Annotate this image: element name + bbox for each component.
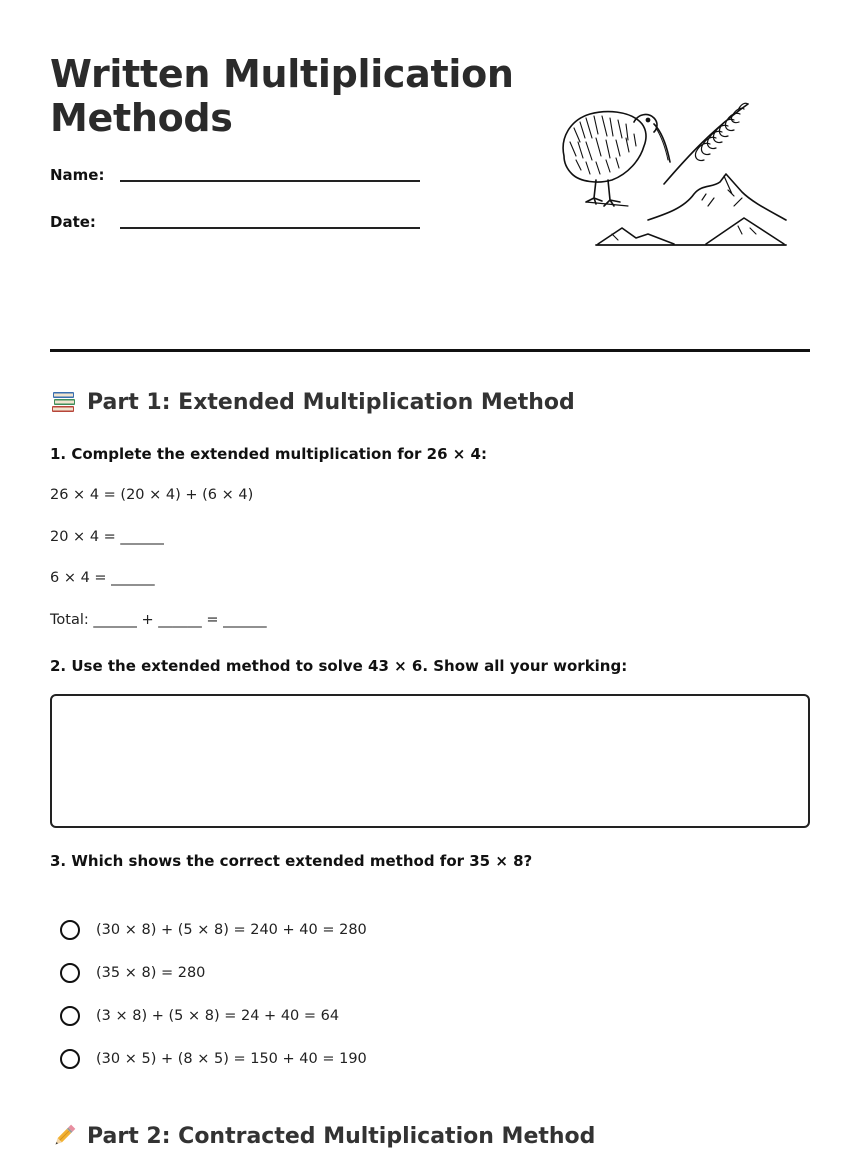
option-label: (3 × 8) + (5 × 8) = 24 + 40 = 64 <box>96 1008 340 1024</box>
question-3-option-3[interactable] <box>60 1003 339 1029</box>
part1-heading <box>50 388 575 416</box>
name-field-row <box>50 166 430 196</box>
kiwi-bird-illustration-icon <box>556 98 792 250</box>
date-field-row <box>50 213 430 243</box>
worksheet-title <box>50 52 514 140</box>
radio-button[interactable] <box>60 920 80 940</box>
books-icon <box>50 388 78 416</box>
radio-button[interactable] <box>60 1006 80 1026</box>
question-2-prompt: 2. Use the extended method to solve 43 × 6. Show all your working: <box>50 657 628 675</box>
question-1-line-2: 20 × 4 = ______ <box>50 529 164 545</box>
question-3-option-1[interactable] <box>60 917 367 943</box>
option-label: (30 × 5) + (8 × 5) = 150 + 40 = 190 <box>96 1051 367 1067</box>
radio-button[interactable] <box>60 963 80 983</box>
question-1-line-3: 6 × 4 = ______ <box>50 570 155 586</box>
name-field[interactable] <box>120 180 420 182</box>
question-1-prompt: 1. Complete the extended multiplication for 26 × 4: <box>50 445 487 463</box>
header-divider <box>50 349 810 352</box>
part2-heading <box>50 1122 595 1150</box>
radio-button[interactable] <box>60 1049 80 1069</box>
option-label: (35 × 8) = 280 <box>96 965 206 981</box>
question-3-option-2[interactable] <box>60 960 205 986</box>
question-3-option-4[interactable] <box>60 1046 367 1072</box>
question-2-answer-box[interactable] <box>50 694 810 828</box>
question-3-prompt: 3. Which shows the correct extended method for 35 × 8? <box>50 852 533 870</box>
name-label: Name: <box>50 166 105 184</box>
question-1-line-1: 26 × 4 = (20 × 4) + (6 × 4) <box>50 487 254 503</box>
part2-heading-text: Part 2: Contracted Multiplication Method <box>87 1123 596 1149</box>
date-label: Date: <box>50 213 96 231</box>
title-line-2: Methods <box>50 96 233 140</box>
part1-heading-text: Part 1: Extended Multiplication Method <box>87 389 575 415</box>
date-field[interactable] <box>120 227 420 229</box>
title-line-1: Written Multiplication <box>50 52 514 96</box>
option-label: (30 × 8) + (5 × 8) = 240 + 40 = 280 <box>96 922 367 938</box>
pencil-icon <box>50 1122 78 1150</box>
question-1-line-4: Total: ______ + ______ = ______ <box>50 612 267 628</box>
